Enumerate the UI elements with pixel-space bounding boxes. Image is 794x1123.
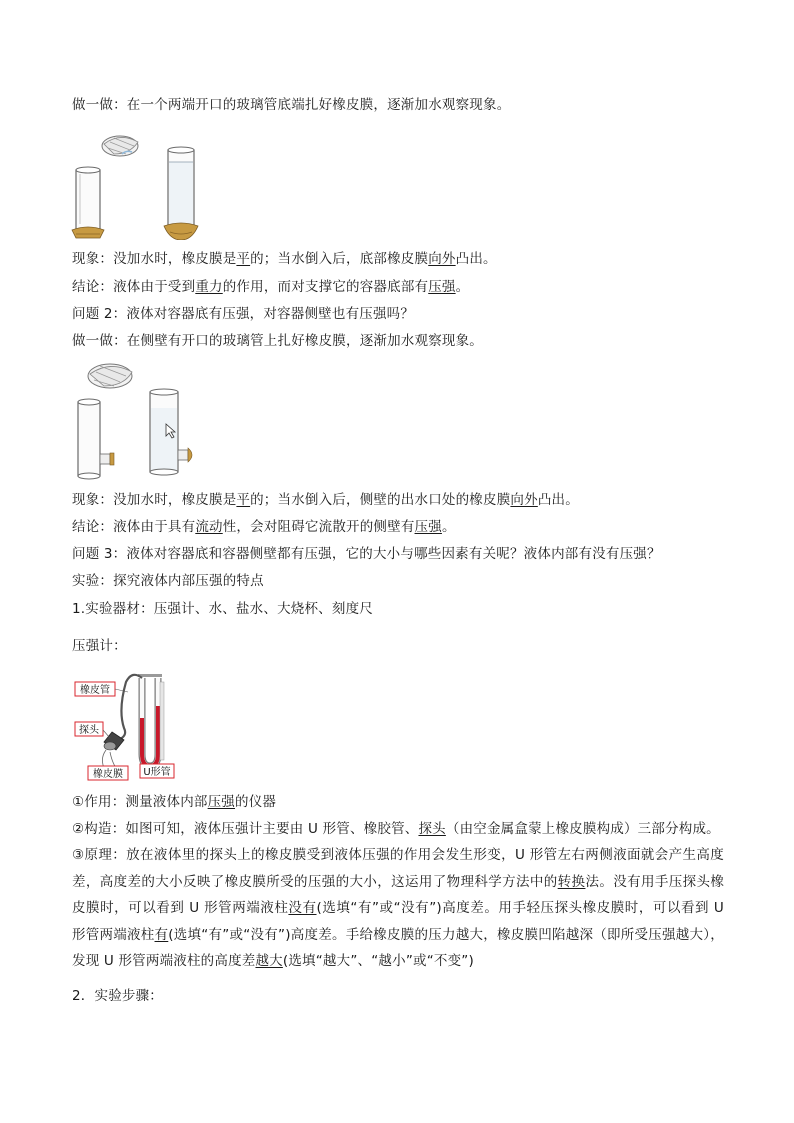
equipment-list: 1.实验器材：压强计、水、盐水、大烧杯、刻度尺 [72, 601, 373, 617]
rubber-tube-icon [118, 675, 142, 740]
text-segment: ①作用：测量液体内部 [72, 794, 208, 810]
principle-paragraph [72, 842, 724, 975]
text-segment: 结论：液体由于具有 [72, 519, 196, 535]
hand-pouring-icon [88, 364, 132, 388]
text-segment: 结论：液体由于受到 [72, 279, 196, 295]
answer-blank: 重力 [195, 279, 223, 295]
question-2: 问题 2：液体对容器底有压强，对容器侧壁也有压强吗？ [72, 306, 415, 322]
text-segment: ③原理：放在液体里的探头上的橡皮膜受到液体压强的作用会发生形变，U 形管左右两侧液面就会产生高度差，高度差的大小反映了橡皮膜所受的压强的大小，这运用了物理科学方法中的 [72, 847, 724, 890]
empty-side-tube-icon [78, 399, 114, 479]
answer-blank: 向外 [510, 492, 538, 508]
answer-blank: 压强 [207, 794, 236, 810]
answer-blank: 平 [236, 492, 251, 508]
answer-blank: 转换 [557, 873, 586, 890]
hand-pouring-icon [102, 136, 138, 156]
text-segment: （由空金属盒蒙上橡皮膜构成）三部分构成。 [445, 821, 720, 837]
pressure-gauge-heading: 压强计： [72, 638, 127, 654]
text-segment: 现象：没加水时，橡皮膜是 [72, 492, 237, 508]
text-segment: 的；当水倒入后，侧壁的出水口处的橡皮膜 [250, 492, 511, 508]
answer-blank: 压强 [414, 519, 442, 535]
observation-line-1 [72, 249, 497, 269]
pressure-gauge-figure [72, 670, 192, 782]
text-segment: 的；当水倒入后，底部橡皮膜 [250, 251, 429, 267]
observation-line-2 [72, 490, 579, 510]
answer-blank: 向外 [428, 251, 456, 267]
text-segment: 。 [455, 279, 470, 295]
text-segment: (选填“有”或“没有”)高度差。手给橡皮膜的压力越大，橡皮膜凹陷越深（即所受压强越大），发现 U 形管两端液柱的高度差 [72, 926, 725, 969]
answer-blank: 探头 [418, 821, 446, 837]
conclusion-line-2 [72, 517, 456, 537]
empty-tube-icon [72, 167, 104, 238]
answer-blank: 压强 [428, 279, 456, 295]
answer-blank: 流动 [195, 519, 223, 535]
steps-heading: 2．实验步骤： [72, 988, 163, 1004]
filled-tube-icon [164, 147, 198, 240]
experiment-title: 实验：探究液体内部压强的特点 [72, 573, 264, 589]
u-tube-icon [138, 674, 164, 766]
structure-line [72, 819, 720, 839]
answer-blank: 越大 [255, 953, 283, 969]
tube-bottom-membrane-figure [70, 128, 210, 240]
text-segment: 性，会对阻碍它流散开的侧壁有 [222, 519, 415, 535]
text-segment: 。 [441, 519, 456, 535]
text-segment: 凸出。 [537, 492, 579, 508]
instruction-line-1: 做一做：在一个两端开口的玻璃管底端扎好橡皮膜，逐渐加水观察现象。 [72, 97, 511, 113]
text-segment: (选填“越大”、“越小”或“不变”) [282, 953, 474, 969]
instruction-line-2: 做一做：在侧壁有开口的玻璃管上扎好橡皮膜，逐渐加水观察现象。 [72, 333, 483, 349]
answer-blank: 有 [154, 926, 169, 943]
label-probe: 探头 [79, 725, 99, 736]
text-segment: 现象：没加水时，橡皮膜是 [72, 251, 237, 267]
text-segment: 的仪器 [235, 794, 277, 810]
label-membrane: 橡皮膜 [93, 769, 123, 780]
answer-blank: 平 [236, 251, 251, 267]
filled-side-tube-icon [150, 389, 192, 475]
text-segment: 凸出。 [455, 251, 497, 267]
function-line [72, 792, 276, 812]
text-segment: 法。没有用手压探头橡皮膜时，可以看到 U 形管两端液柱 [72, 873, 725, 916]
text-segment: (选填“有”或“没有”)高度差。用手轻压探头橡皮膜时，可以看到 U 形管两端液柱 [72, 900, 724, 943]
answer-blank: 没有 [288, 900, 317, 916]
text-segment: ②构造：如图可知，液体压强计主要由 U 形管、橡胶管、 [72, 821, 419, 837]
label-rubber-tube: 橡皮管 [80, 685, 110, 696]
text-segment: 的作用，而对支撑它的容器底部有 [222, 279, 429, 295]
conclusion-line-1 [72, 277, 469, 297]
tube-side-membrane-figure [70, 358, 200, 480]
probe-icon [102, 732, 124, 768]
question-3: 问题 3：液体对容器底和容器侧壁都有压强，它的大小与哪些因素有关呢？液体内部有没有压强？ [72, 546, 661, 562]
label-u-tube: U形管 [143, 767, 171, 778]
